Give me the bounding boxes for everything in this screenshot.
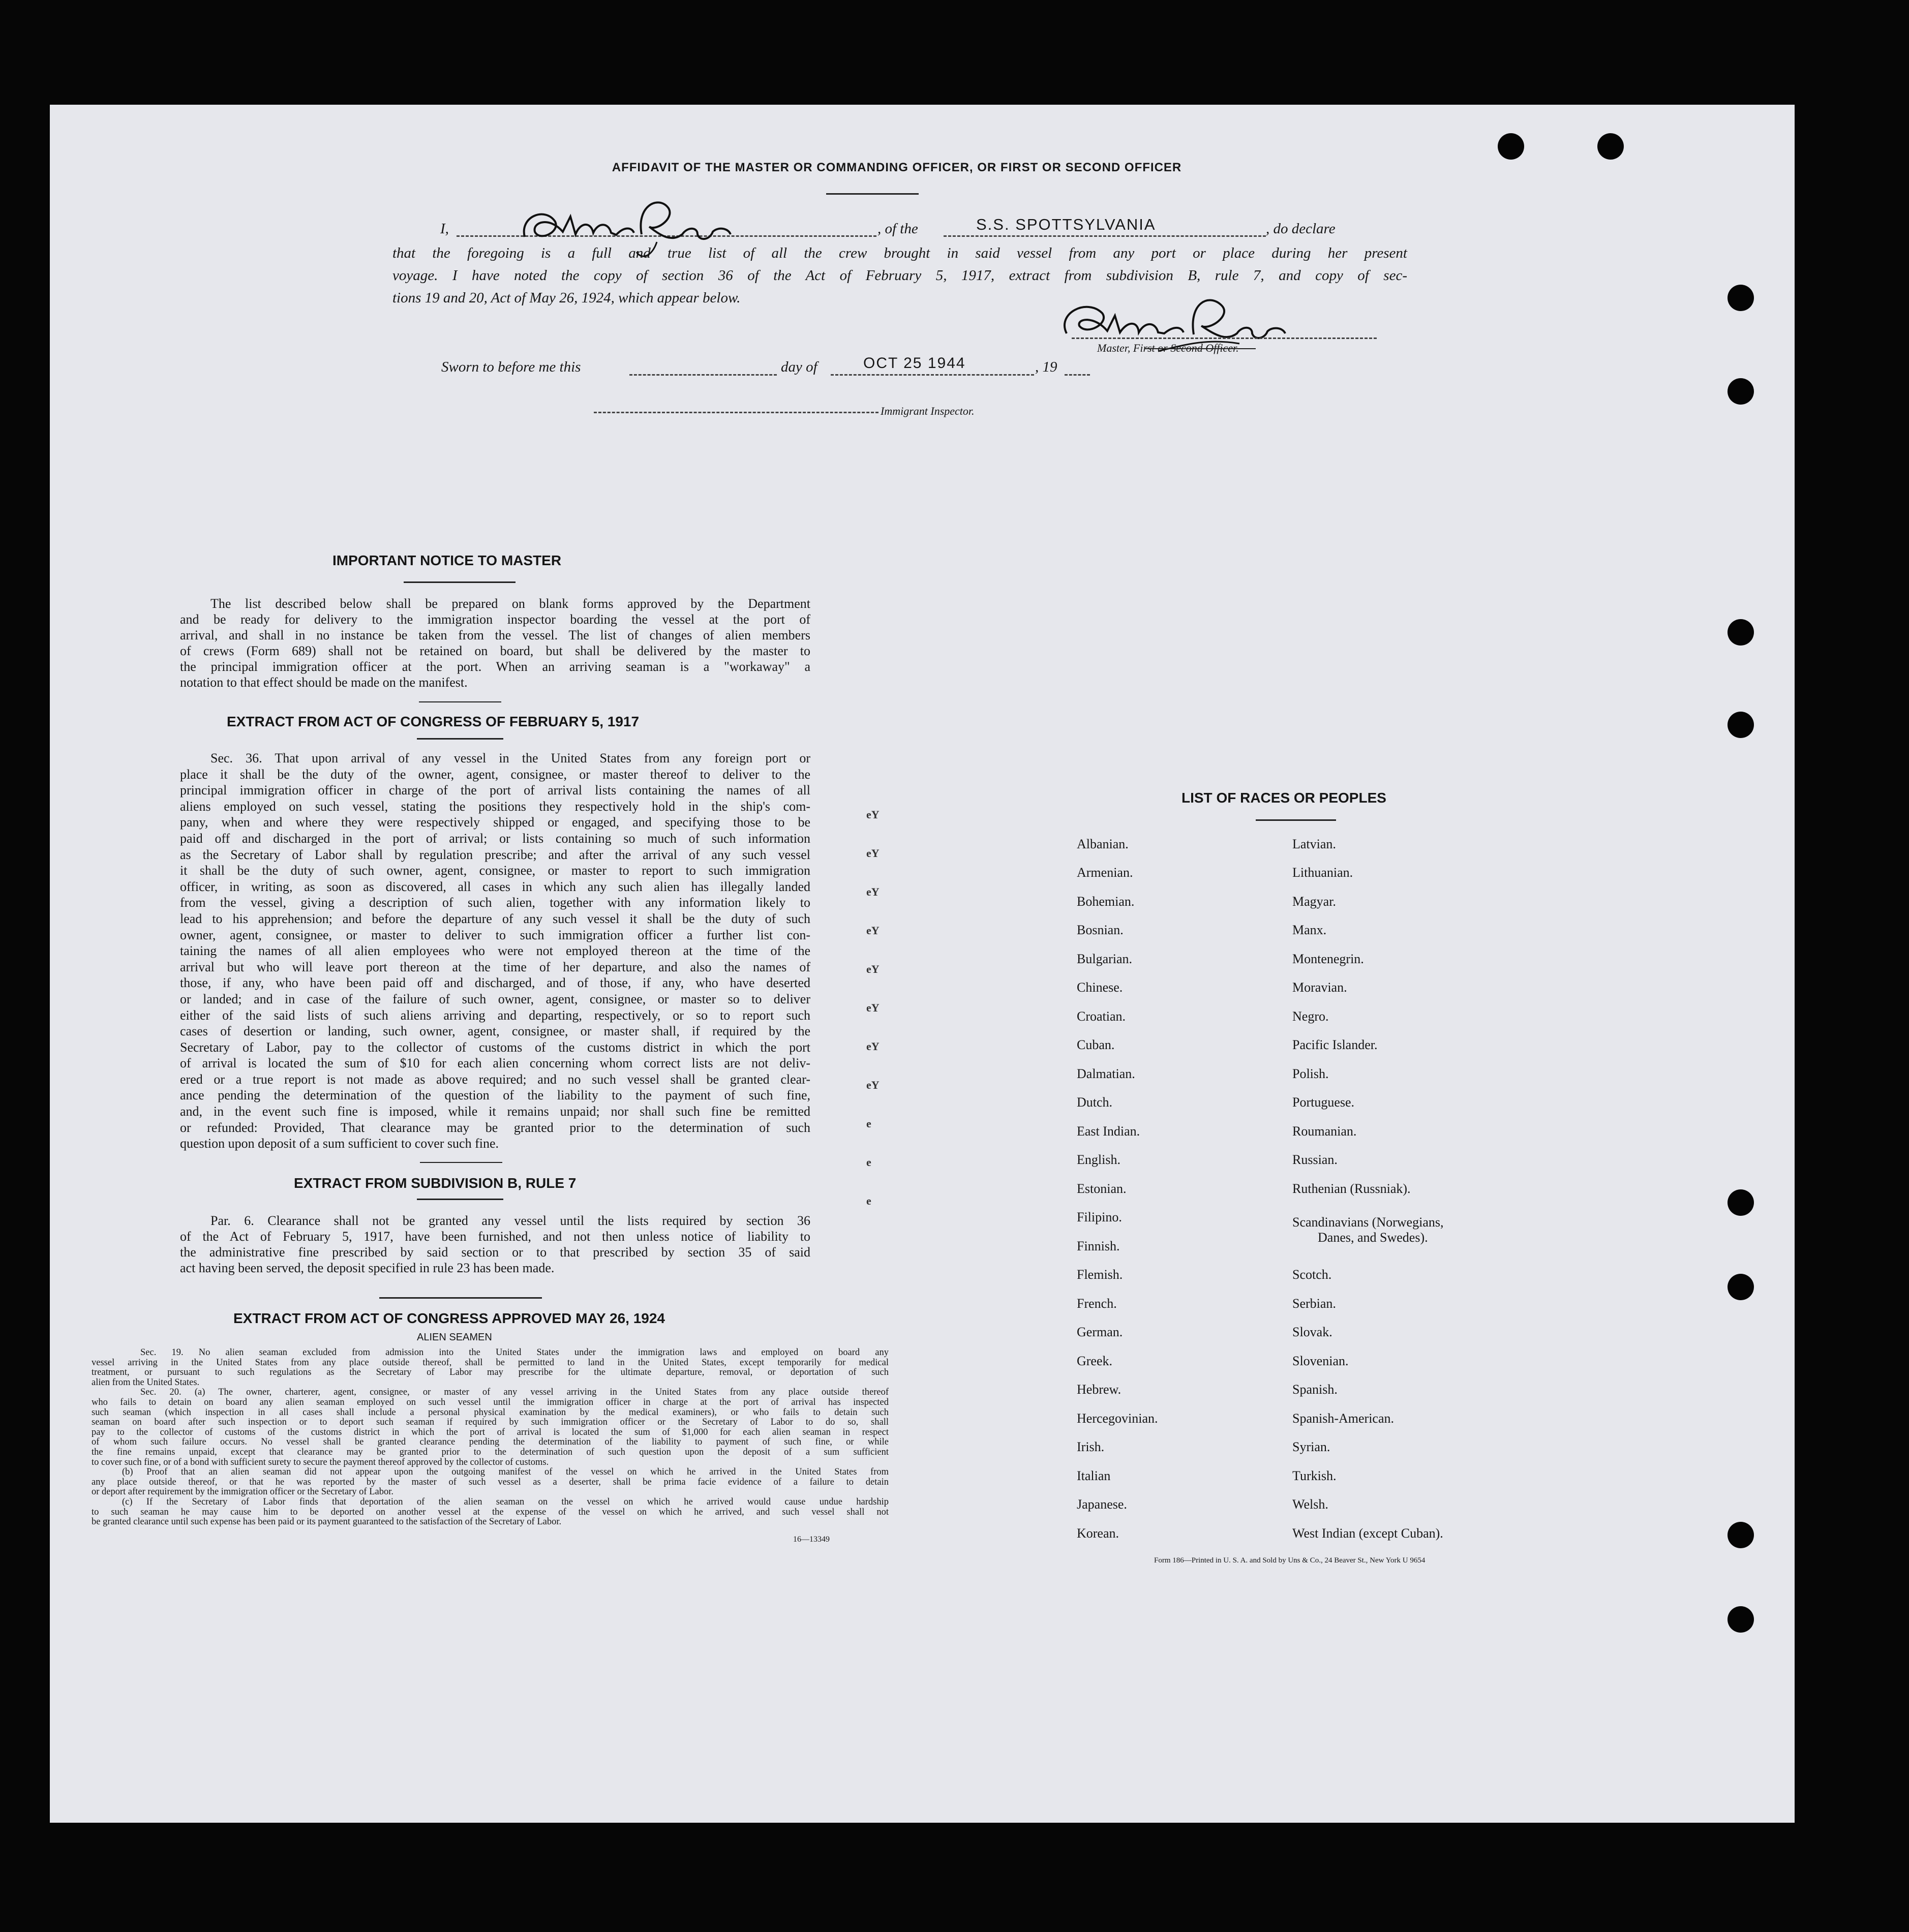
faint-mark: eY (866, 1001, 880, 1014)
faint-mark: eY (866, 808, 880, 821)
race-left: Irish. (1077, 1439, 1105, 1454)
race-left: Korean. (1077, 1526, 1119, 1541)
vessel-name-line (944, 235, 1266, 237)
extract-1924-line: to such seaman he may cause him to be deported on another vessel at the expense of the vessel on which he arrived, and such vessel shall not (92, 1507, 889, 1517)
extract-1917-line: pany, when and where they were respectively shipped or engaged, and specifying those to be (180, 815, 810, 830)
extract-1924-line: any place outside thereof, or that he was reported by the master of such vessel as a deserter, shall be prima facie evidence of a failure to detain (92, 1477, 889, 1487)
extract-rule7-title: EXTRACT FROM SUBDIVISION B, RULE 7 (294, 1175, 577, 1191)
extract-1917-line: those, if any, who have been paid off and discharged, and of those, if any, who have deserted (180, 975, 810, 991)
sworn-day-of: day of (781, 359, 817, 375)
race-left: Chinese. (1077, 980, 1123, 995)
extract-1924-line: of whom such failure occurs. No vessel shall be granted clearance pending the determination of the liability to payment of such fine, or while (92, 1437, 889, 1448)
date-stamp: OCT 25 1944 (863, 355, 966, 372)
extract-rule7-line: act having been served, the deposit specified in rule 23 has been made. (180, 1261, 555, 1275)
footer-form-line: Form 186—Printed in U. S. A. and Sold by Uns & Co., 24 Beaver St., New York U 9654 (1154, 1556, 1426, 1565)
extract-1917-line: and, in the event such fine is imposed, while it remains unpaid; nor shall such fine be remitted (180, 1104, 810, 1119)
extract-1917-line: Secretary of Labor, pay to the collector of customs of the customs district in which the port (180, 1039, 810, 1055)
race-left: East Indian. (1077, 1124, 1140, 1139)
extract-1917-line: as the Secretary of Labor shall by regulation prescribe; and after the arrival of any such vessel (180, 847, 810, 862)
extract-1917-line: principal immigration officer in charge of the port of arrival lists containing the names of all (180, 783, 810, 798)
inspector-caption: Immigrant Inspector. (881, 405, 975, 417)
race-left: Japanese. (1077, 1497, 1127, 1512)
notice-line: of crews (Form 689) shall not be retained on board, but shall be delivered by the master to (180, 643, 810, 658)
race-right: Welsh. (1292, 1497, 1328, 1512)
notice-line: The list described below shall be prepared on blank forms approved by the Department (210, 596, 810, 611)
vessel-name: S.S. SPOTTSYLVANIA (976, 216, 1156, 233)
race-right: Danes, and Swedes). (1318, 1230, 1428, 1245)
faint-mark: e (866, 1194, 871, 1207)
extract-1917-line: place it shall be the duty of the owner, agent, consignee, or master thereof to deliver to the (180, 766, 810, 782)
notice-end-rule (419, 701, 501, 702)
notice-line: notation to that effect should be made on the manifest. (180, 675, 468, 690)
race-right: Polish. (1292, 1066, 1329, 1081)
faint-mark: eY (866, 847, 880, 860)
races-rule (1256, 819, 1336, 821)
extract-1924-line: Sec. 19. No alien seaman excluded from admission into the United States under the immigration laws and employed on board any (140, 1347, 889, 1358)
race-left: Croatian. (1077, 1009, 1126, 1024)
faint-mark: eY (866, 1040, 880, 1053)
notice-title: IMPORTANT NOTICE TO MASTER (332, 553, 562, 568)
master-signature-line (1072, 338, 1377, 339)
race-right: Magyar. (1292, 894, 1336, 909)
extract-1917-title: EXTRACT FROM ACT OF CONGRESS OF FEBRUARY 5, 1917 (227, 714, 640, 729)
notice-line: and be ready for delivery to the immigration inspector boarding the vessel at the port of (180, 612, 810, 627)
extract-1917-line: owner, agent, consignee, or master to deliver to such immigration officer a further list con- (180, 927, 810, 942)
punch-hole-top-1 (1498, 133, 1524, 160)
extract-1917-line: cases of desertion or landing, such owner, agent, consignee, or master shall, if required by the (180, 1024, 810, 1039)
race-right: Lithuanian. (1292, 865, 1353, 880)
extract-1917-line: paid off and discharged in the port of arrival; or lists containing so much of such information (180, 831, 810, 846)
race-left: Finnish. (1077, 1239, 1120, 1253)
race-right: Latvian. (1292, 837, 1336, 851)
race-right: Slovenian. (1292, 1354, 1349, 1368)
race-right: Scandinavians (Norwegians, (1292, 1215, 1444, 1230)
punch-hole-right (1728, 1522, 1754, 1548)
race-left: Dalmatian. (1077, 1066, 1135, 1081)
sworn-date-line (831, 374, 1034, 376)
extract-1917-line: question upon deposit of a sum sufficient to cover such fine. (180, 1136, 499, 1151)
race-left: Flemish. (1077, 1267, 1123, 1282)
punch-hole-right (1728, 1606, 1754, 1633)
declaration-line-4: tions 19 and 20, Act of May 26, 1924, which appear below. (392, 290, 741, 306)
extract-rule7-rule (417, 1199, 503, 1200)
extract-1924-line: be granted clearance until such expense has been paid or its payment guaranteed to the satisfaction of the Secretary of Labor. (92, 1517, 562, 1527)
extract-rule7-line: of the Act of February 5, 1917, have been furnished, and not then unless notice of liability to (180, 1229, 810, 1244)
extract-1917-line: ered or a true report is not made as above required; and no such vessel shall be granted clear- (180, 1071, 810, 1087)
race-left: Hercegovinian. (1077, 1411, 1158, 1426)
extract-1924-body (92, 1348, 889, 1527)
race-right: Portuguese. (1292, 1095, 1355, 1110)
race-right: Manx. (1292, 923, 1327, 937)
race-right: Montenegrin. (1292, 952, 1364, 966)
extract-1924-line: seaman on board after such inspection or to deport such seaman if required by such immigration officer or the Secretary of Labor to do so, shall (92, 1417, 889, 1428)
document-page (50, 105, 1795, 1823)
extract-1917-line: taining the names of all alien employees who were not employed thereon at the time of the (180, 943, 810, 959)
extract-1917-line: arrival but who will leave port thereon at the time of her departure, and also the names of (180, 959, 810, 974)
race-left: Albanian. (1077, 837, 1129, 851)
extract-1917-line: officer, in writing, as soon as discovered, all cases in which any such alien has illegally landed (180, 879, 810, 894)
race-right: Slovak. (1292, 1325, 1332, 1339)
punch-hole-right (1728, 1274, 1754, 1300)
race-left: Estonian. (1077, 1181, 1127, 1196)
extract-1924-line: such seaman (which inspection in all cases shall include a personal physical examination by the medical examiners), or who fails to detain such (92, 1407, 889, 1418)
race-left: German. (1077, 1325, 1123, 1339)
extract-rule7-line: Par. 6. Clearance shall not be granted any vessel until the lists required by section 36 (210, 1213, 810, 1228)
faint-mark: eY (866, 885, 880, 898)
race-left: Bohemian. (1077, 894, 1135, 909)
inspector-line (594, 412, 878, 413)
affidavit-title: AFFIDAVIT OF THE MASTER OR COMMANDING OFFICER, OR FIRST OR SECOND OFFICER (612, 161, 1182, 174)
extract-1924-line: to cover such fine, or of a bond with sufficient surety to secure the payment thereof approved by the collector of customs. (92, 1457, 549, 1467)
extract-1924-title: EXTRACT FROM ACT OF CONGRESS APPROVED MAY 26, 1924 (233, 1310, 665, 1326)
race-left: English. (1077, 1152, 1120, 1167)
race-right: Scotch. (1292, 1267, 1332, 1282)
extract-1924-line: (c) If the Secretary of Labor finds that deportation of the alien seaman on the vessel on which he arrived would cause undue hardship (122, 1496, 889, 1507)
extract-1924-line: alien from the United States. (92, 1377, 200, 1388)
extract-1917-line: either of the said lists of such aliens arriving and departing, respectively, or so to report such (180, 1007, 810, 1023)
extract-1924-line: Sec. 20. (a) The owner, charterer, agent, consignee, or master of any vessel arriving in the United States from any place outside thereof (140, 1387, 889, 1398)
race-right: Russian. (1292, 1152, 1338, 1167)
master-caption: Master, First or Second Officer. (1097, 342, 1239, 354)
faint-mark: e (866, 1156, 871, 1169)
race-left: Cuban. (1077, 1037, 1115, 1052)
faint-mark: e (866, 1117, 871, 1130)
faint-mark: eY (866, 1079, 880, 1091)
extract-1917-line: or landed; and in case of the failure of such owner, agent, consignee, or master so to deliver (180, 991, 810, 1006)
race-left: Filipino. (1077, 1210, 1122, 1224)
affidavit-of-the: , of the (877, 221, 918, 237)
race-left: Dutch. (1077, 1095, 1113, 1110)
extract-1917-line: it shall be the duty of such owner, agent, consignee, or master to report to such immigration (180, 863, 810, 878)
declaration-line-2: that the foregoing is a full and true list of all the crew brought in said vessel from any port or place during her present (392, 245, 1407, 261)
extract-rule7-end-rule (379, 1297, 542, 1299)
race-left: French. (1077, 1296, 1117, 1311)
extract-1917-line: lead to his apprehension; and before the departure of any such vessel it shall be the duty of such (180, 911, 810, 926)
extract-1924-line: treatment, or pursuant to such regulations as the Secretary of Labor may prescribe for the ultimate departure, removal, or deportation of such (92, 1367, 889, 1378)
extract-1924-line: the fine remains unpaid, except that clearance may be granted prior to the determination of such question upon the deposit of a sum sufficient (92, 1447, 889, 1457)
race-right: Moravian. (1292, 980, 1347, 995)
race-left: Bulgarian. (1077, 952, 1133, 966)
punch-hole-right (1728, 285, 1754, 311)
affidavit-do-declare: , do declare (1266, 221, 1336, 237)
extract-1917-line: ance pending the determination of the question of the liability to the payment of such fine, (180, 1088, 810, 1103)
faint-mark: eY (866, 924, 880, 937)
form-code: 16—13349 (793, 1535, 830, 1544)
race-right: Negro. (1292, 1009, 1329, 1024)
extract-1924-line: pay to the collector of customs of the customs district in which the port of arrival is located the sum of $1,000 for each alien seaman in respect (92, 1427, 889, 1437)
race-right: Turkish. (1292, 1468, 1337, 1483)
extract-1917-line: Sec. 36. That upon arrival of any vessel in the United States from any foreign port or (210, 751, 810, 765)
race-left: Bosnian. (1077, 923, 1124, 937)
sworn-day-line (629, 374, 777, 376)
notice-line: the principal immigration officer at the port. When an arriving seaman is a "workaway" a (180, 659, 810, 674)
extract-1924-subtitle: ALIEN SEAMEN (417, 1332, 492, 1343)
extract-1924-line: (b) Proof that an alien seaman did not appear upon the outgoing manifest of the vessel on which he arrived in the United States from (122, 1467, 889, 1478)
strike-first (1145, 348, 1256, 349)
race-right: Ruthenian (Russniak). (1292, 1181, 1411, 1196)
punch-hole-right (1728, 619, 1754, 646)
race-right: Spanish-American. (1292, 1411, 1395, 1426)
punch-hole-right (1728, 712, 1754, 738)
extract-rule7-body (180, 1213, 810, 1276)
extract-1917-line: or refunded: Provided, That clearance may be granted prior to the determination of such (180, 1120, 810, 1135)
extract-1917-line: of arrival is located the sum of $10 for each alien concerning whom correct lists are not deliv- (180, 1056, 810, 1071)
sworn-text: Sworn to before me this (441, 359, 581, 375)
punch-hole-right (1728, 1189, 1754, 1216)
extract-1917-line: from the vessel, giving a description of such alien, together with any information likely to (180, 895, 810, 910)
notice-rule (404, 581, 516, 583)
race-right: Serbian. (1292, 1296, 1336, 1311)
faint-mark: eY (866, 963, 880, 975)
extract-1917-line: aliens employed on such vessel, stating the positions they respectively hold in the ship's com- (180, 799, 810, 814)
extract-1917-end-rule (420, 1162, 502, 1163)
race-right: Roumanian. (1292, 1124, 1357, 1139)
declaration-line-3: voyage. I have noted the copy of section 36 of the Act of February 5, 1917, extract from subdivision B, rule 7, and copy of sec- (392, 267, 1407, 284)
master-signature-1 (514, 186, 748, 262)
race-left: Italian (1077, 1468, 1111, 1483)
punch-hole-right (1728, 378, 1754, 405)
punch-hole-top-2 (1597, 133, 1624, 160)
race-left: Armenian. (1077, 865, 1133, 880)
notice-line: arrival, and shall in no instance be taken from the vessel. The list of changes of alien members (180, 628, 810, 642)
races-title: LIST OF RACES OR PEOPLES (1181, 790, 1386, 806)
extract-1917-rule (417, 738, 503, 740)
notice-body (180, 596, 810, 690)
affidavit-i: I, (440, 221, 449, 237)
race-right: West Indian (except Cuban). (1292, 1526, 1443, 1541)
extract-1924-line: who fails to detain on board any alien seaman employed on such vessel until the immigration officer in charge at the port of arrival has inspected (92, 1397, 889, 1407)
race-left: Hebrew. (1077, 1382, 1122, 1397)
title-rule (826, 193, 919, 195)
extract-1924-line: vessel arriving in the United States from any place outside thereof, shall be permitted to land in the United States, except temporarily for medical (92, 1357, 889, 1368)
extract-1917-body (180, 750, 810, 1152)
race-right: Syrian. (1292, 1439, 1330, 1454)
extract-1924-line: or deport after requirement by the immigration officer or the Secretary of Labor. (92, 1487, 393, 1497)
race-left: Greek. (1077, 1354, 1113, 1368)
race-right: Pacific Islander. (1292, 1037, 1378, 1052)
race-right: Spanish. (1292, 1382, 1338, 1397)
sworn-year-line (1065, 374, 1090, 376)
extract-rule7-line: the administrative fine prescribed by said section or to that prescribed by section 35 of said (180, 1245, 810, 1260)
sworn-year: , 19 (1035, 359, 1057, 375)
